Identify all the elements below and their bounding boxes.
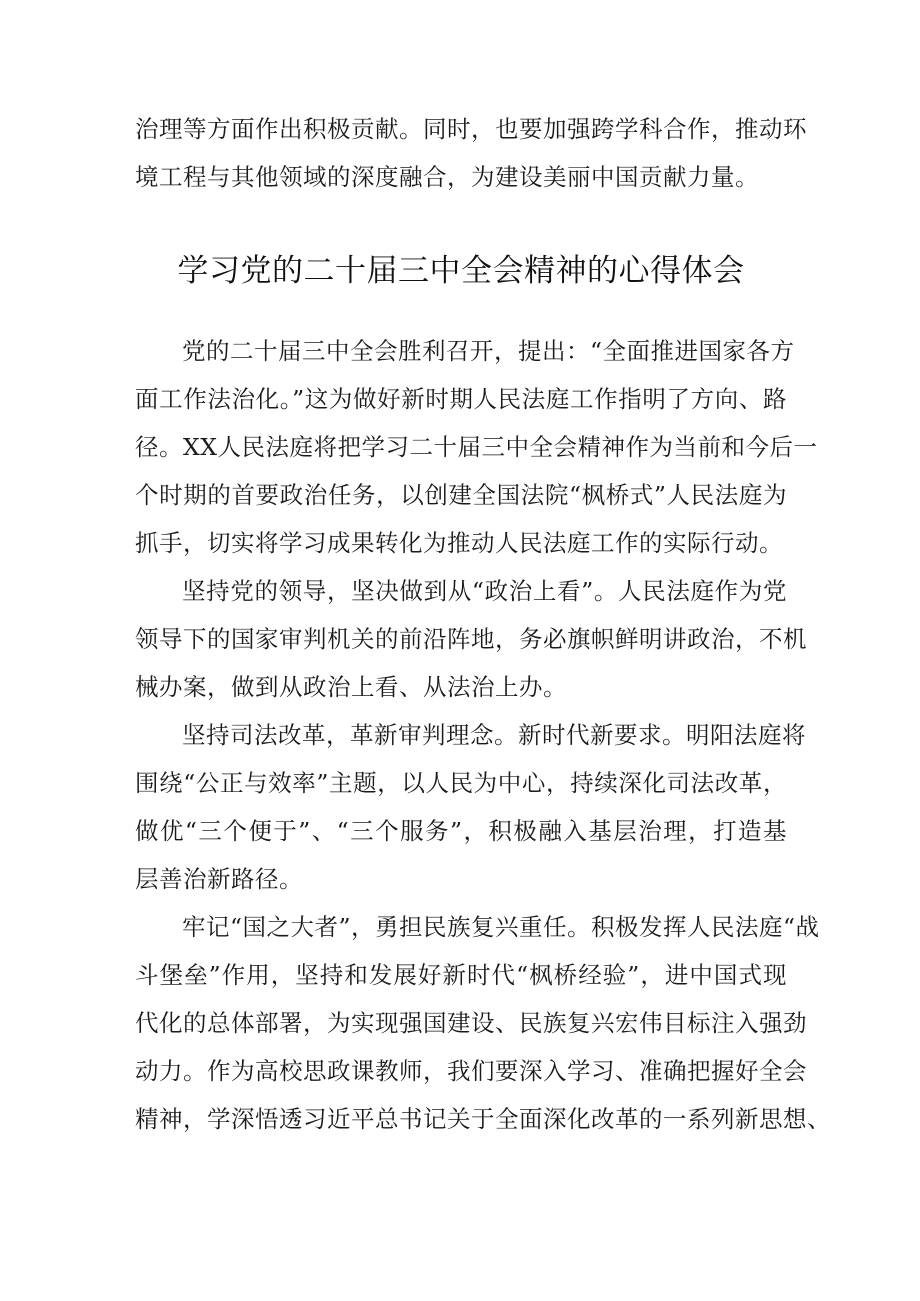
text-line: 动力。作为高校思政课教师，我们要深入学习、准确把握好全会 bbox=[135, 1057, 807, 1085]
text-line: 牢记“国之大者”，勇担民族复兴重任。积极发挥人民法庭“战 bbox=[182, 913, 820, 941]
body-paragraph-2 bbox=[135, 567, 807, 711]
body-paragraph-1 bbox=[135, 327, 818, 567]
page-title: 学习党的二十届三中全会精神的心得体会 bbox=[177, 253, 745, 289]
text-line: 党的二十届三中全会胜利召开，提出：“全面推进国家各方 bbox=[182, 337, 795, 365]
document-body bbox=[135, 105, 831, 1143]
text-line: 境工程与其他领域的深度融合，为建设美丽中国贡献力量。 bbox=[135, 163, 759, 191]
text-line: 治理等方面作出积极贡献。同时，也要加强跨学科合作，推动环 bbox=[135, 115, 807, 143]
intro-paragraph bbox=[135, 105, 807, 201]
text-line: 层善治新路径。 bbox=[135, 865, 303, 893]
text-line: 领导下的国家审判机关的前沿阵地，务必旗帜鲜明讲政治，不机 bbox=[135, 625, 807, 653]
text-line: 围绕“公正与效率”主题，以人民为中心，持续深化司法改革， bbox=[135, 769, 787, 797]
text-line: 械办案，做到从政治上看、从法治上办。 bbox=[135, 673, 567, 701]
text-line: 做优“三个便于”、“三个服务”，积极融入基层治理，打造基 bbox=[135, 817, 787, 845]
text-line: 面工作法治化。”这为做好新时期人民法庭工作指明了方向、路 bbox=[135, 385, 787, 413]
text-line: 坚持党的领导，坚决做到从“政治上看”。人民法庭作为党 bbox=[182, 577, 787, 605]
text-line: 精神，学深悟透习近平总书记关于全面深化改革的一系列新思想、 bbox=[135, 1105, 831, 1133]
text-line: 径。XX人民法庭将把学习二十届三中全会精神作为当前和今后一 bbox=[135, 433, 818, 461]
text-line: 抓手，切实将学习成果转化为推动人民法庭工作的实际行动。 bbox=[135, 529, 783, 557]
text-line: 个时期的首要政治任务，以创建全国法院“枫桥式”人民法庭为 bbox=[135, 481, 787, 509]
text-line: 斗堡垒”作用，坚持和发展好新时代“枫桥经验”，进中国式现 bbox=[135, 961, 787, 989]
body-paragraph-4 bbox=[135, 903, 831, 1143]
text-line: 坚持司法改革，革新审判理念。新时代新要求。明阳法庭将 bbox=[182, 721, 806, 749]
text-line: 代化的总体部署，为实现强国建设、民族复兴宏伟目标注入强劲 bbox=[135, 1009, 807, 1037]
body-paragraph-3 bbox=[135, 711, 806, 903]
